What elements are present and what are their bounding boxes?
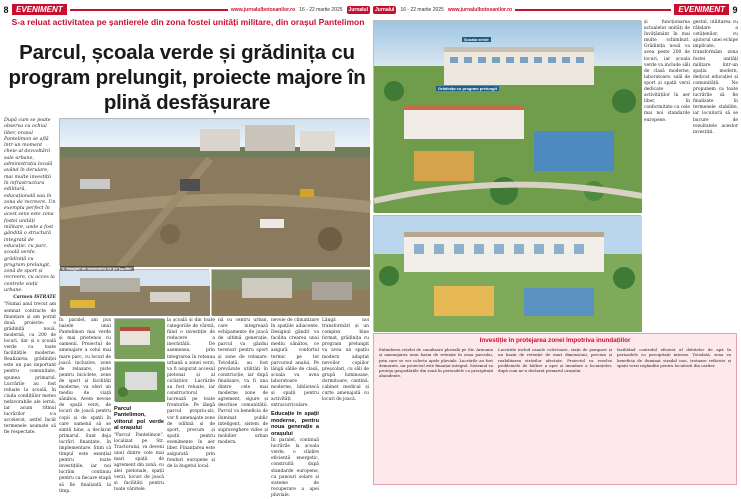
date-left: 16 - 22 martie 2025 <box>299 6 343 13</box>
col2-text-2: "Parcul Pantelimon", localizat pe Str. Tractorului, va deveni unul dintre cele mai mari spații de agrement din zonă, cu alei pietonale, spații verzi, locuri de joacă și facilități pentru toate vârstele. <box>114 432 164 493</box>
logo-left: Jurnalul <box>348 6 368 13</box>
col7-text: și funcționarea actualelor unități de învățământ în mai multe schimburi. Grădinița nouă va avea peste 200 de locuri, iar școala verde va include săli de clasă moderne, laboratoare, sală de sport și spații verzi dedicate activităților în aer liber, în conformitate cu cele mai noi standarde europene. <box>644 20 690 123</box>
article-headline: Parcul, școala verde și grădinița cu program prelungit, proiecte majore în plină desfășurare <box>8 41 366 114</box>
infobox-columns <box>374 344 736 382</box>
rendering-1-illustration <box>115 319 165 359</box>
kindergarten-rendering-photo <box>373 215 641 331</box>
column-5 <box>271 318 319 498</box>
school-rendering-illustration <box>374 21 642 213</box>
column-2 <box>59 318 111 494</box>
right-page-header <box>373 3 741 16</box>
infobox-col-2: Lucrările includ canale colectoare, stații de pompare și un bazin de retenție de mari dimensiuni, precum și reabilitarea străzilor afectate. Proiectul va rezolva problemele de băltire a apei și inundare a locuințelor, după cum ne-a declarat primarul orașului. <box>498 347 612 374</box>
col4-text: nă cu centru urban, care integrează echipamente de joacă de ultimă generație, parcul va găzdui terenuri pentru sport și zone de relaxare. Totodată, au fost prevăzute utilități în construcție, iar după finalizare, va fi una dintre cele mai moderne zone de agrement, sigure și deschise comunității. Parcul va beneficia de iluminat public inteligent, sistem de supraveghere video și mobilier urban modern. <box>218 318 268 445</box>
column-3 <box>167 318 215 484</box>
col5-text-2: În paralel, continuă lucrările la școala verde, o clădire eficientă energetic, construită după standarde europene, cu panouri solare și sisteme de recuperare a apei pluviale. <box>271 438 319 498</box>
small-photo-1-illustration <box>60 270 210 316</box>
logo-right: Jurnalul <box>375 6 395 13</box>
section-label-left: EVENIMENT <box>12 4 67 15</box>
byline: Carmen ISTRATE <box>13 295 56 301</box>
subhead-educatie: Educație în spații moderne, pentru noua generație a orașului <box>271 411 319 437</box>
infobox-col-3: facilitând controlul eficient al debitelor de apă în perioadele cu precipitații intense. Totodată, zona va beneficia de iluminat stradal nou, trotuare refăcute și spații verzi regândite pentru locuitorii din cartier. <box>617 347 731 368</box>
construction-photo-illustration <box>60 119 370 267</box>
article-lead: După cum se poate observa cu ochiul liber, orașul Pantelimon se află într-un moment cheie al dezvoltării sale urbane, administrația locală având în derulare, mai multe investiții în infrastructura edilitară, educațională sau în zona de recreere. Un exemplu perfect în acest sens este zona fostei unități militare, unde a fost gândită o structură integrată de educație, cu parc, școală verde, grădiniță cu program prelungit, zonă de sport și recreere, cu acces la centrele vieții urbane. <box>4 118 56 294</box>
date-right: 16 - 22 martie 2025 <box>400 6 444 13</box>
page-number-right: 9 <box>732 4 738 15</box>
left-page-header <box>0 3 370 16</box>
column-6 <box>322 318 369 484</box>
col3-text: la școală și din toate categoriile de vârstă, fiind o investiție de reducere a inechității. De asemenea, prin integrarea în rețeaua urbană a zonei verzi, va fi asigurat accesul pietonal și al cicliștilor. Lucrările au fost reluate, iar constructorul lucrează pe toate fronturile. Pe lângă parcul propriu-zis, vor fi amenajate zone de odihnă și de sport, precum și spații pentru evenimente în aer liber. Finanțarea este asigurată prin fonduri europene și de la bugetul local. <box>167 318 215 470</box>
col1-text: "Numai anul trecut am semnat contracte de finanțare și am pornit două proiecte: o grădiniță nouă, modernă, cu 200 de locuri, dar și o școală verde cu toate facilitățile moderne. Realizarea grădiniței este un pas important pentru comunitate, spunea primarul. Lucrările au fost reluate la școală, în ciuda condițiilor meteo nefavorabile ale iernii, iar acum ritmul lucrărilor s-a accelerat, astfel încât termenele asumate să fie respectate. <box>4 302 56 436</box>
photo-label-kindergarten: Grădinița cu program prelungit <box>438 86 497 91</box>
rendering-2-illustration <box>115 362 165 402</box>
small-photo-1 <box>59 269 209 315</box>
website-right: www.jurnalulbotosanilor.ro <box>447 6 513 13</box>
page-number-left: 8 <box>3 4 9 15</box>
website-left: www.jurnalulbotosanilor.ro <box>230 6 296 13</box>
rendering-photo-1 <box>114 318 164 358</box>
col8-text: gestul, utilitarea cu răbdare a cetățenilor, cu ajutorul unei echipe implicate, transformăm zona fostei unități militare într-un spațiu modern, dedicat educației și comunității. Ne propunem ca toate lucrările să fie finalizate în termenele stabilite, iar locuitorii să se bucure de rezultatele acestor investiții. <box>693 20 738 135</box>
photo-label-school: Școala verde <box>464 37 489 42</box>
column-4 <box>218 318 268 484</box>
school-rendering-photo <box>373 20 641 212</box>
column-8 <box>693 20 738 331</box>
construction-site-photo <box>59 118 369 266</box>
kindergarten-rendering-illustration <box>374 216 642 332</box>
col6-text: Lângă noi transformări și un complex bine format, grădinița cu program prelungit va avea un spațiu modern adaptat nevoilor copiilor preșcolari, cu săli de grupă luminoase, dormitoare, cantină, cabinet medical și curte amenajată cu locuri de joacă. <box>322 318 369 403</box>
small-photo-2-illustration <box>212 270 370 316</box>
header-rule <box>70 9 228 11</box>
column-1 <box>4 118 56 484</box>
infobox-col-1: Extinderea rețelei de canalizare pluvială pe Str. Armonia și amenajarea unui bazin de retenție în zona parcului, prin care se vor colecta apele pluviale. Lucrările au fost demarate, iar proiectul este finanțat integral. Sistemul va proteja gospodăriile din zonă în perioadele cu precipitații abundente. <box>379 347 493 379</box>
column-2b <box>114 404 164 493</box>
column-7 <box>644 20 690 331</box>
col2-text: În paralel, am pus bazele unui Pantelimon mai verde și mai prietenos cu oamenii. Proiectul de amenajare a celui mai mare parc, cu locuri de joacă incluzive, zone de relaxare, piste pentru biciclete, zone de sport și facilități moderne, va oferi un mediu de viață sănătos. Avem nevoie de spații verzi, de locuri de joacă pentru copii și de spații în care oamenii să se simtă bine, a declarat primarul. Sunt deja lucrări finanțate, în implementare. Știm că timpul este esențial pentru toate investițiile, iar noi lucrăm continuu pentru ca fiecare etapă să fie finalizată la timp. <box>59 318 111 494</box>
subhead-parc: Parcul Pantelimon, viitorul pol verde al orașului <box>114 406 164 432</box>
flood-protection-infobox <box>373 333 737 485</box>
infobox-title: Investiție în protejarea zonei împotriva inundațiilor <box>479 337 631 344</box>
caption-1: 1. Imagini de ansamblu de pe șantier <box>62 266 132 271</box>
section-label-right: EVENIMENT <box>674 4 729 15</box>
header-rule <box>515 9 671 11</box>
col5-text: nevoie de climatizare în spațiile adiacente. Designul gândit va facilita crearea unui mediu sănătos, ce asigură confortul termic pe tot parcursul anului. Pe lângă sălile de clasă, școala va avea laboratoare moderne, bibliotecă și spații pentru activități extracurriculare. <box>271 318 319 409</box>
rendering-photo-2 <box>114 361 164 401</box>
small-photo-2 <box>211 269 369 315</box>
article-kicker: S-a reluat activitatea pe șantierele din zona fostei unități militare, din orașul Pantelimon <box>11 17 365 27</box>
